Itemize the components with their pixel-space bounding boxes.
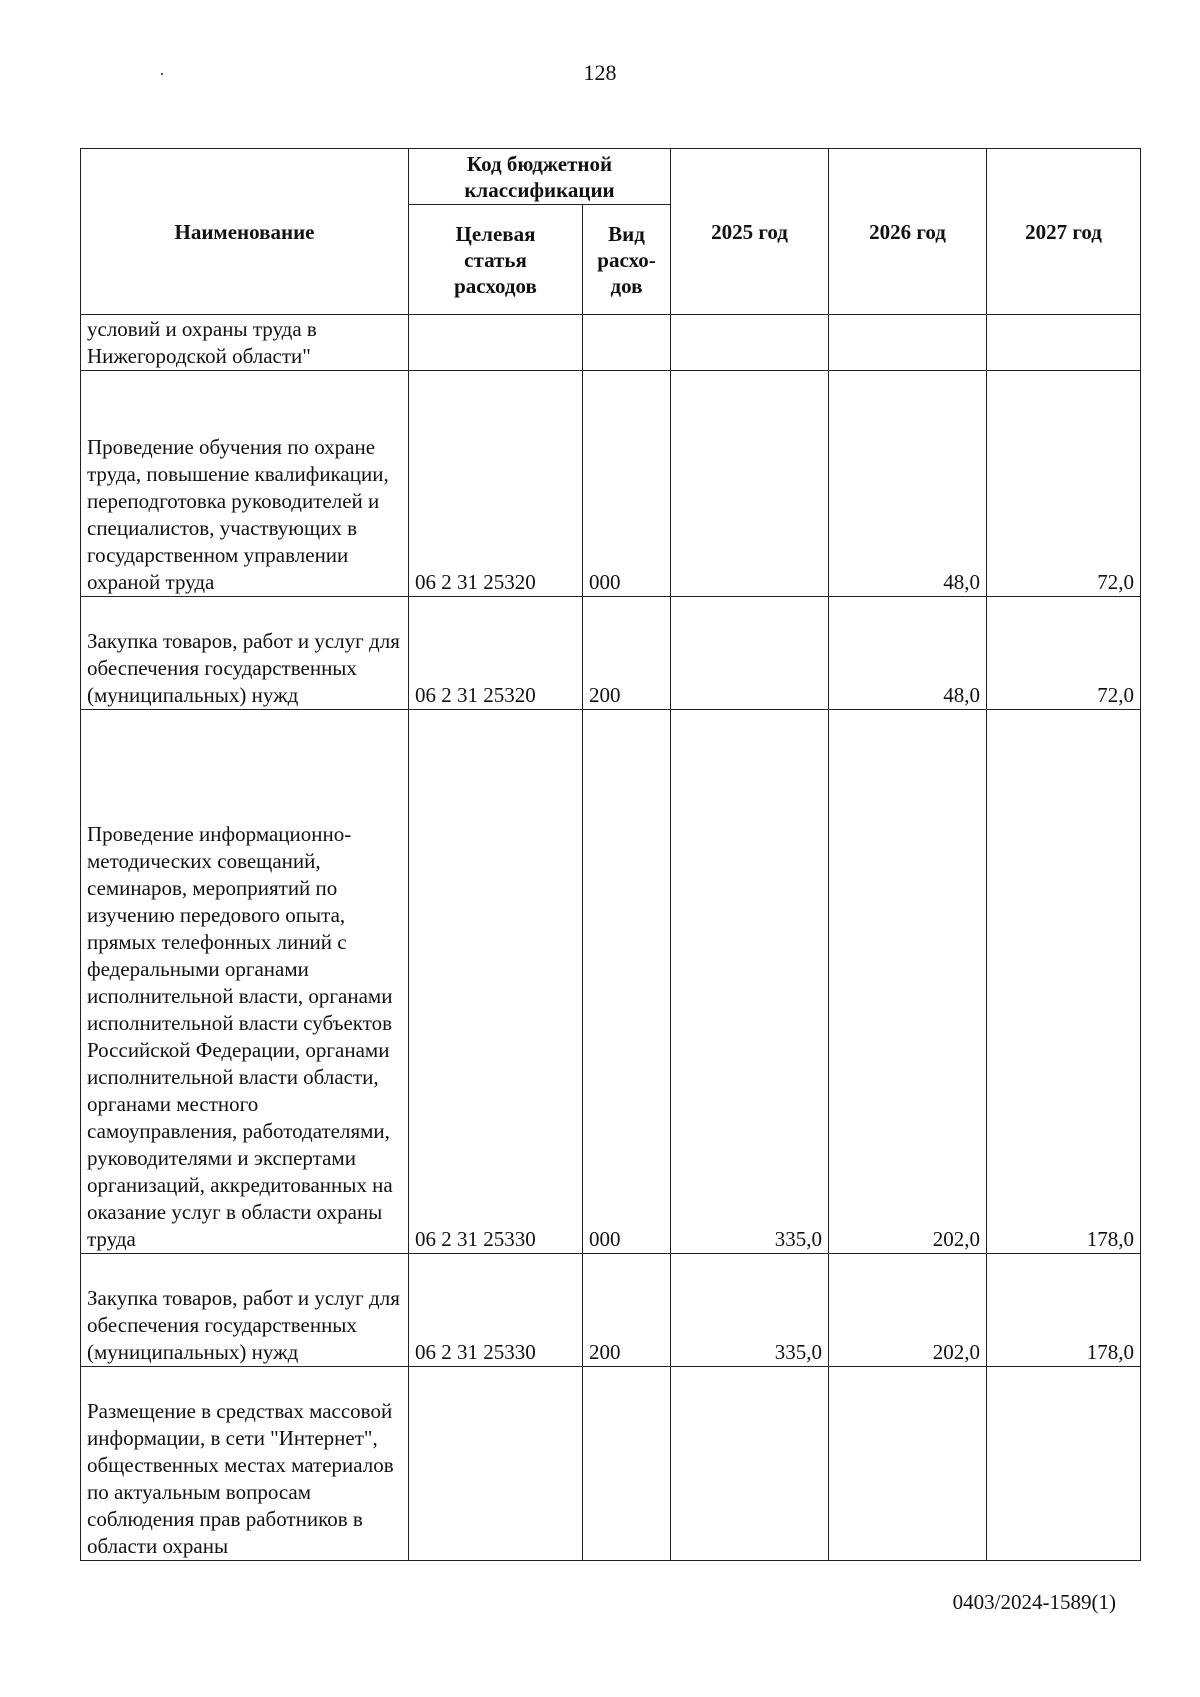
row-code: 06 2 31 25320 [409,597,583,710]
row-name: Проведение информационно-методических совещаний, семинаров, мероприятий по изучению передового опыта, прямых телефонных линий с федеральными органами исполнительной власти, органами исполнительной власти субъектов Российской Федерации, органами исполнительной власти области, органами местного самоуправления, работодателями, руководителями и экспертами организаций, аккредитованных на оказание услуг в области охраны труда [81,710,409,1254]
row-name: условий и охраны труда в Нижегородской области" [81,315,409,371]
table-row [81,315,1141,371]
header-name: Наименование [81,149,409,315]
header-2025: 2025 год [671,149,829,315]
header-2027: 2027 год [987,149,1141,315]
row-2027 [987,1367,1141,1561]
table-row [81,371,1141,597]
row-name: Закупка товаров, работ и услуг для обеспечения государственных (муниципальных) нужд [81,1254,409,1367]
row-2025: 335,0 [671,1254,829,1367]
row-2025 [671,315,829,371]
row-2027: 72,0 [987,371,1141,597]
row-2026 [829,315,987,371]
row-code: 06 2 31 25320 [409,371,583,597]
row-name: Закупка товаров, работ и услуг для обеспечения государственных (муниципальных) нужд [81,597,409,710]
header-2026: 2026 год [829,149,987,315]
row-2027: 178,0 [987,1254,1141,1367]
table-row [81,1367,1141,1561]
row-name: Размещение в средствах массовой информации, в сети "Интернет", общественных местах материалов по актуальным вопросам соблюдения прав работников в области охраны [81,1367,409,1561]
row-kind: 000 [583,371,671,597]
row-kind [583,1367,671,1561]
row-kind [583,315,671,371]
row-2027: 178,0 [987,710,1141,1254]
document-id: 0403/2024-1589(1) [952,1590,1116,1614]
row-2025 [671,1367,829,1561]
row-2026: 202,0 [829,1254,987,1367]
row-kind: 000 [583,710,671,1254]
table-body [81,315,1141,1561]
row-2025: 335,0 [671,710,829,1254]
row-2026: 202,0 [829,710,987,1254]
row-code: 06 2 31 25330 [409,1254,583,1367]
row-code [409,315,583,371]
row-code [409,1367,583,1561]
budget-table [80,148,1141,1561]
header-target-article: Целевая статья расходов [409,205,583,315]
table-row [81,1254,1141,1367]
row-kind: 200 [583,1254,671,1367]
row-code: 06 2 31 25330 [409,710,583,1254]
row-2025 [671,597,829,710]
row-2027: 72,0 [987,597,1141,710]
page-number: 128 [583,60,617,85]
row-2026 [829,1367,987,1561]
row-2026: 48,0 [829,371,987,597]
header-expense-kind: Вид расхо-дов [583,205,671,315]
header-budget-code: Код бюджетной классификации [409,149,671,205]
row-kind: 200 [583,597,671,710]
row-2027 [987,315,1141,371]
row-2025 [671,371,829,597]
row-name: Проведение обучения по охране труда, повышение квалификации, переподготовка руководителей и специалистов, участвующих в государственном управлении охраной труда [81,371,409,597]
table-header [81,149,1141,315]
table-row [81,710,1141,1254]
scan-dot [161,73,163,75]
row-2026: 48,0 [829,597,987,710]
table-row [81,597,1141,710]
